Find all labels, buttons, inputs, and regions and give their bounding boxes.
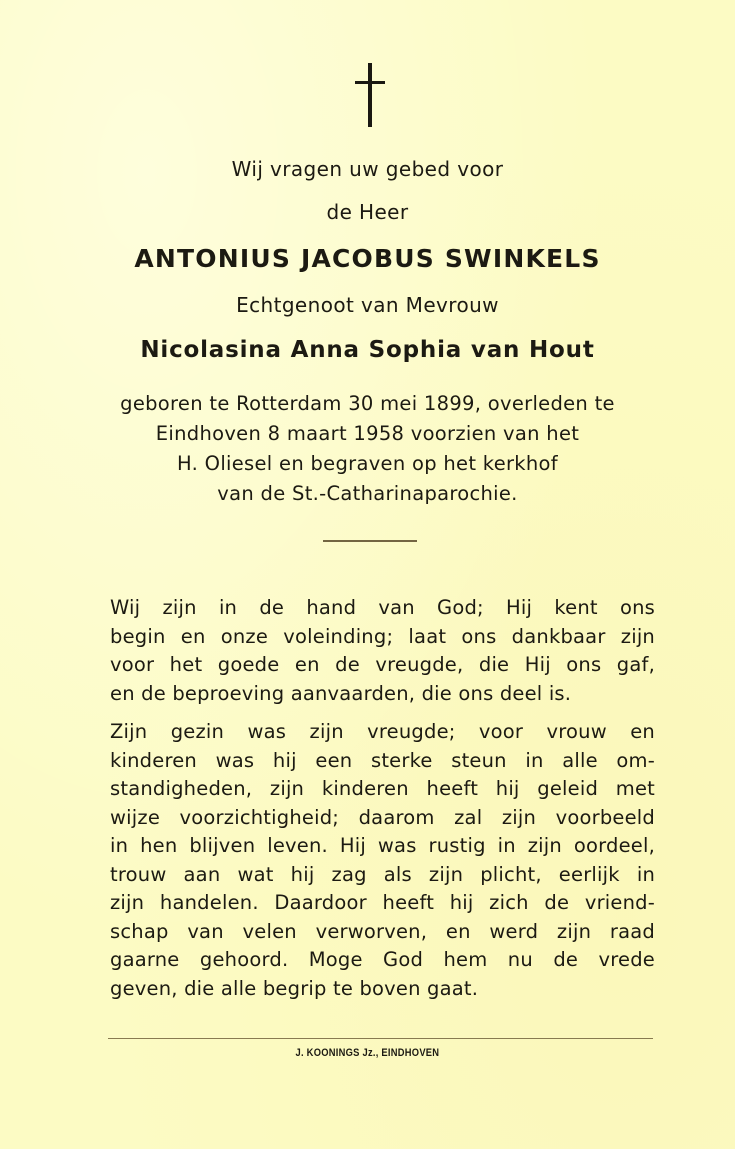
meditation-paragraph-1 — [110, 594, 655, 708]
biography-line: H. Oliesel en begraven op het kerkhof — [177, 452, 558, 475]
paragraph-line: Zijn gezin was zijn vreugde; voor vrouw en — [110, 720, 655, 743]
cross-horizontal-bar — [355, 81, 385, 84]
paragraph-line: voor het goede en de vreugde, die Hij ons gaf, — [110, 653, 655, 676]
spouse-name: Nicolasina Anna Sophia van Hout — [140, 337, 595, 363]
paragraph-line: schap van velen verworven, en werd zijn raad — [110, 919, 655, 943]
cross-vertical-bar — [368, 63, 372, 127]
printer-imprint: J. KOONINGS Jz., EINDHOVEN — [295, 1047, 440, 1059]
paragraph-line: gaarne gehoord. Moge God hem nu de vrede — [110, 948, 655, 971]
ornamental-divider — [323, 540, 417, 542]
paragraph-line: geven, die alle begrip te boven gaat. — [110, 976, 479, 1000]
paragraph-line: begin en onze voleinding; laat ons dankbaar zijn — [110, 624, 655, 648]
spouse-label: Echtgenoot van Mevrouw — [236, 293, 499, 317]
paragraph-line: Wij zijn in de hand van God; Hij kent ons — [110, 596, 655, 619]
paragraph-line: kinderen was hij een sterke steun in alle om- — [110, 748, 655, 772]
paragraph-line: standigheden, zijn kinderen heeft hij geleid met — [110, 777, 655, 800]
paragraph-line: in hen blijven leven. Hij was rustig in zijn oordeel, — [110, 834, 655, 857]
paragraph-line: zijn handelen. Daardoor heeft hij zich de vriend- — [110, 891, 655, 914]
biography-line: Eindhoven 8 maart 1958 voorzien van het — [155, 422, 580, 445]
paragraph-line: en de beproeving aanvaarden, die ons deel is. — [110, 681, 572, 705]
biography-line: geboren te Rotterdam 30 mei 1899, overleden te — [120, 392, 615, 415]
footer-divider — [108, 1038, 653, 1039]
paragraph-line: wijze voorzichtigheid; daarom zal zijn voorbeeld — [110, 805, 655, 829]
deceased-name: ANTONIUS JACOBUS SWINKELS — [134, 244, 601, 273]
cross-icon — [355, 63, 381, 129]
honorific-title: de Heer — [326, 200, 409, 224]
prayer-request: Wij vragen uw gebed voor — [231, 157, 504, 181]
meditation-paragraph-2 — [110, 718, 655, 1003]
biography — [0, 389, 735, 509]
biography-line: van de St.-Catharinaparochie. — [217, 482, 518, 505]
paragraph-line: trouw aan wat hij zag als zijn plicht, eerlijk in — [110, 862, 655, 886]
